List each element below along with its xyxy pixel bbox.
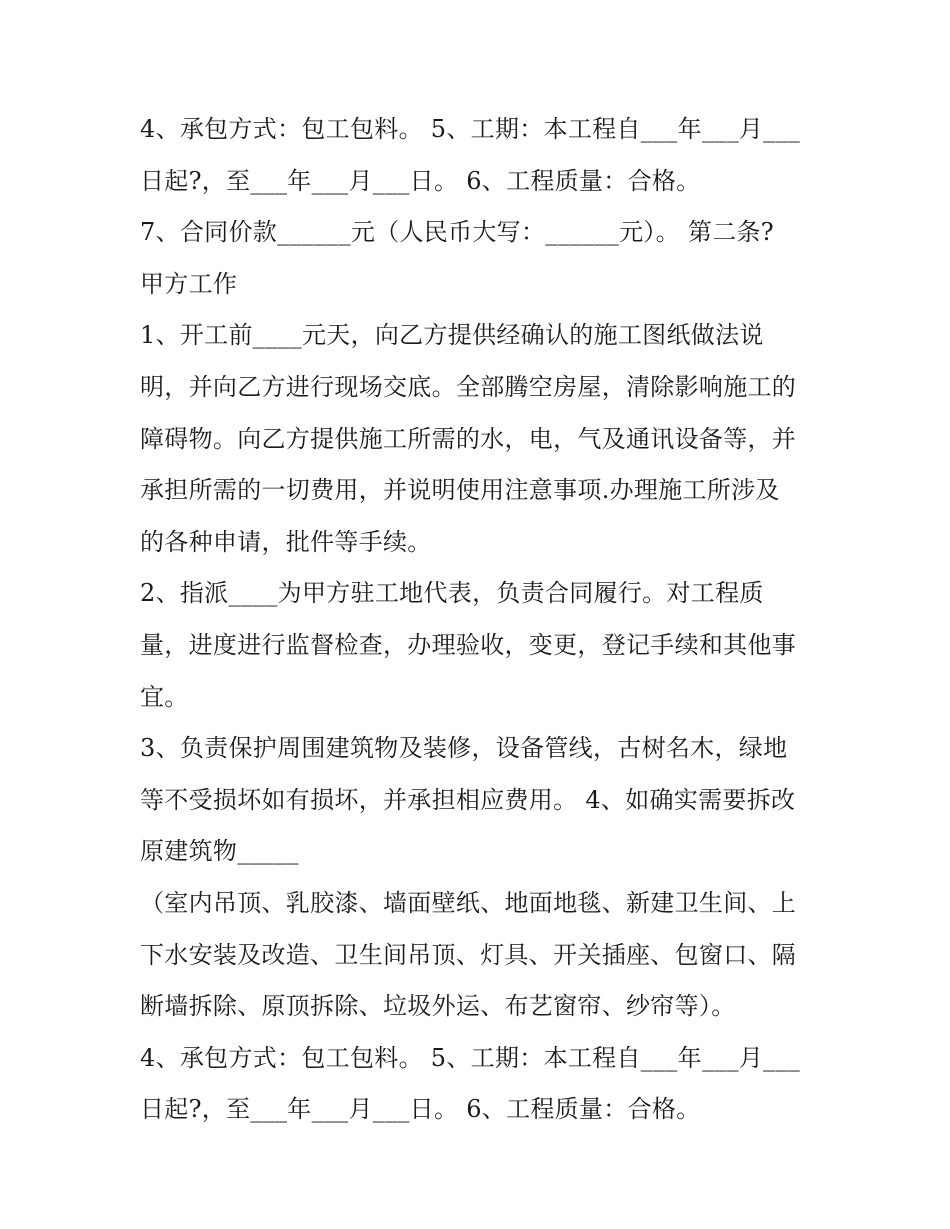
text-line: 的各种申请，批件等手续。 [140, 527, 432, 556]
text-line: 1、开工前____元天，向乙方提供经确认的施工图纸做法说 [140, 321, 764, 350]
text-line: 等不受损坏如有损坏，并承担相应费用。 4、如确实需要拆改 [140, 785, 796, 814]
text-line: 甲方工作 [140, 269, 238, 298]
text-line: 明，并向乙方进行现场交底。全部腾空房屋，清除影响施工的 [140, 372, 797, 401]
text-line: 量，进度进行监督检查，办理验收，变更，登记手续和其他事 [140, 630, 797, 659]
text-line: 3、负责保护周围建筑物及装修，设备管线，古树名木，绿地 [140, 734, 788, 763]
document-body [140, 104, 820, 1136]
text-line: 日起?，至___年___月___日。 6、工程质量：合格。 [140, 166, 701, 195]
text-line: 承担所需的一切费用，并说明使用注意事项.办理施工所涉及 [140, 476, 780, 505]
text-line: 障碍物。向乙方提供施工所需的水，电，气及通讯设备等，并 [140, 424, 797, 453]
text-line: 4、承包方式：包工包料。 5、工期：本工程自___年___月___ [140, 115, 801, 143]
text-line: 日起?，至___年___月___日。 6、工程质量：合格。 [140, 1095, 701, 1124]
text-line: 4、承包方式：包工包料。 5、工期：本工程自___年___月___ [140, 1043, 801, 1072]
text-line: 断墙拆除、原顶拆除、垃圾外运、布艺窗帘、纱帘等）。 [140, 992, 736, 1021]
text-line: （室内吊顶、乳胶漆、墙面壁纸、地面地毯、新建卫生间、上 [140, 888, 797, 917]
text-line: 7、合同价款______元（人民币大写：______元）。 第二条? [140, 218, 774, 247]
text-line: 下水安装及改造、卫生间吊顶、灯具、开关插座、包窗口、隔 [140, 940, 797, 969]
text-line: 原建筑物_____ [140, 837, 299, 866]
text-line: 宜。 [140, 682, 189, 711]
text-line: 2、指派____为甲方驻工地代表，负责合同履行。对工程质 [140, 579, 764, 608]
